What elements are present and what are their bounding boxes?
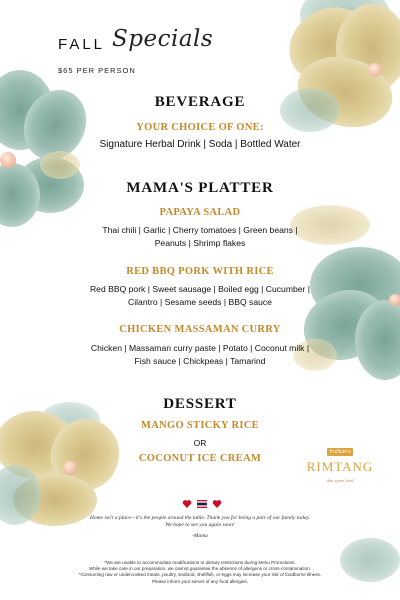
ingredient-line: Chicken | Massaman curry paste | Potato | Coconut milk | — [90, 343, 310, 353]
beverage-subtitle: YOUR CHOICE OF ONE: — [136, 122, 264, 133]
logo-tagline: thai street food — [326, 478, 354, 483]
ingredient-line: Cilantro | Sesame seeds | BBQ sauce — [128, 297, 272, 307]
ingredient-line: Peanuts | Shrimp flakes — [154, 238, 246, 248]
header-price: $65 PER PERSON — [58, 66, 136, 75]
header-specials: Specials — [112, 26, 214, 52]
fine-print-line: *Consuming raw or undercooked meats, poultry, seafood, shellfish, or eggs may increase your risk of foodborne illness. — [78, 572, 322, 578]
section-title-dessert: DESSERT — [163, 396, 237, 412]
logo-thai-badge: ร้านริมทาง — [327, 448, 353, 456]
fine-print-line: Please inform your server of any food allergies. — [151, 578, 248, 584]
dish-ingredients-massaman-curry — [60, 342, 340, 368]
dish-name-papaya-salad: PAPAYA SALAD — [159, 207, 241, 218]
header-fall: FALL — [58, 36, 106, 53]
quote-line: We hope to see you again soon! — [165, 522, 235, 528]
ingredient-line: Red BBQ pork | Sweet sausage | Boiled egg | Cucumber | — [89, 284, 311, 294]
fine-print — [20, 560, 380, 585]
dessert-option-coconut: COCONUT ICE CREAM — [138, 453, 262, 464]
section-title-platter: MAMA'S PLATTER — [126, 180, 274, 196]
thai-flag-icon — [197, 500, 207, 508]
beverage-items: Signature Herbal Drink | Soda | Bottled Water — [99, 139, 301, 150]
rimtang-logo — [305, 448, 375, 496]
ingredient-line: Fish sauce | Chickpeas | Tamarind — [134, 356, 266, 366]
dish-ingredients-papaya-salad — [60, 224, 340, 250]
fine-print-line: While we take care in our preparation, we cannot guarantee the absence of allergens or cross-contamination. — [89, 566, 311, 572]
dessert-or: OR — [193, 438, 207, 448]
closing-quote — [60, 515, 340, 529]
section-title-beverage: BEVERAGE — [154, 94, 246, 110]
fine-print-line: *We are unable to accommodate modifications or dietary restrictions during Menu Promotions. — [104, 560, 296, 565]
heart-icon — [213, 500, 222, 508]
dessert-option-mango: MANGO STICKY RICE — [141, 420, 259, 431]
dish-name-massaman-curry: CHICKEN MASSAMAN CURRY — [119, 324, 281, 335]
quote-line: Home isn't a place—it's the people around the table. Thank you for being a part of our family today. — [89, 515, 311, 521]
quote-signature: -Mama — [192, 533, 208, 539]
dish-name-red-bbq-pork: RED BBQ PORK WITH RICE — [126, 266, 274, 277]
logo-name: RIMTANG — [306, 459, 374, 474]
hearts-flag-row — [182, 498, 222, 510]
dish-ingredients-red-bbq-pork — [60, 283, 340, 309]
heart-icon — [183, 500, 192, 508]
ingredient-line: Thai chili | Garlic | Cherry tomatoes | Green beans | — [102, 225, 298, 235]
